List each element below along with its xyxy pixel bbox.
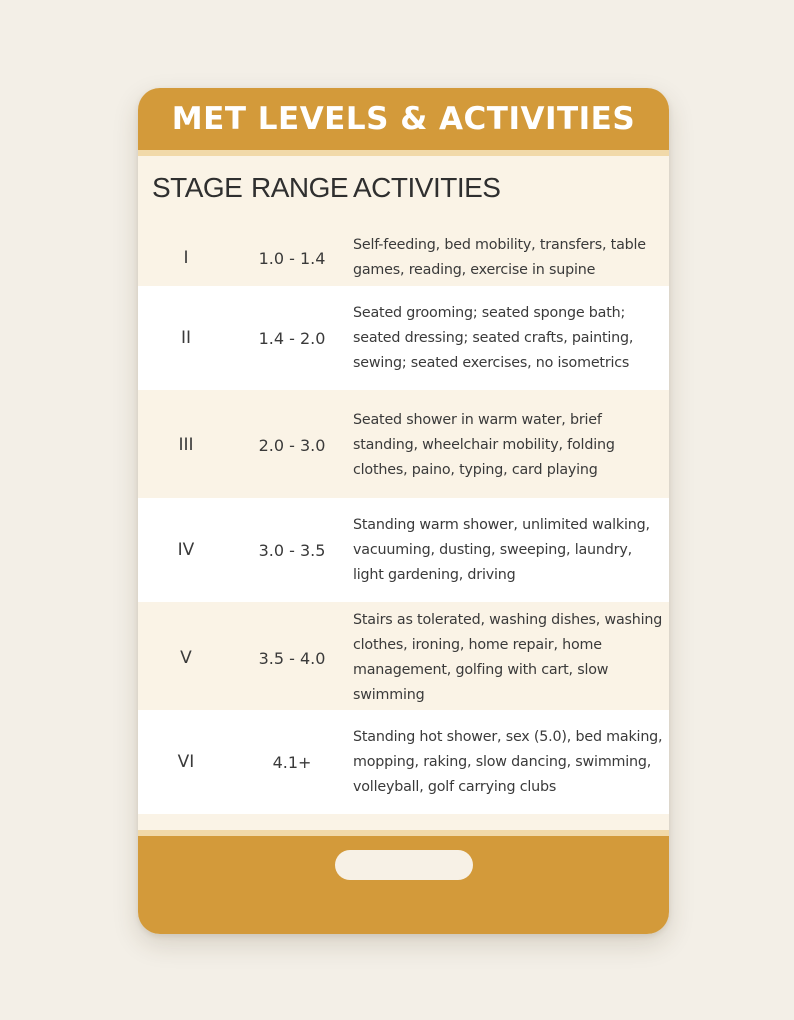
range-cell: 2.0 - 3.0: [258, 435, 326, 455]
table-row-stage-6: [138, 710, 669, 814]
column-header-stage: STAGE: [152, 172, 243, 203]
range-cell: 4.1+: [272, 752, 312, 772]
column-header-activities: ACTIVITIES: [353, 172, 501, 203]
range-cell: 3.5 - 4.0: [258, 648, 326, 668]
range-cell: 1.0 - 1.4: [258, 248, 326, 268]
table-row-stage-3: [138, 393, 669, 497]
activities-cell: Self-feeding, bed mobility, transfers, table games, reading, exercise in supine: [353, 237, 646, 278]
card-header: [138, 88, 669, 150]
activities-cell: Seated grooming; seated sponge bath; seated dressing; seated crafts, painting, sewing; seated exercises, no isometrics: [353, 304, 634, 371]
table-row-stage-4: [138, 498, 669, 602]
range-cell: 1.4 - 2.0: [258, 328, 326, 348]
activities-cell: Standing warm shower, unlimited walking, vacuuming, dusting, sweeping, laundry, light gardening, driving: [353, 516, 650, 583]
activities-cell: Seated shower in warm water, brief standing, wheelchair mobility, folding clothes, paino, typing, card playing: [353, 411, 615, 478]
stage-cell: IV: [177, 540, 195, 560]
table-row-stage-5: [138, 606, 669, 710]
card-footer: [138, 836, 669, 934]
stage-cell: VI: [177, 752, 195, 772]
header-divider: [138, 150, 669, 156]
lanyard-slot: [335, 850, 473, 880]
stage-cell: I: [183, 248, 189, 268]
activities-cell: Standing hot shower, sex (5.0), bed making, mopping, raking, slow dancing, swimming, volleyball, golf carrying clubs: [353, 728, 663, 795]
range-cell: 3.0 - 3.5: [258, 540, 326, 560]
card-title: MET LEVELS & ACTIVITIES: [171, 101, 636, 137]
met-reference-card: [138, 88, 669, 934]
column-header-range: RANGE: [251, 172, 349, 203]
stage-cell: III: [178, 435, 194, 455]
activities-cell: Stairs as tolerated, washing dishes, washing clothes, ironing, home repair, home management, golfing with cart, slow swimming: [353, 612, 663, 703]
stage-cell: V: [180, 648, 192, 668]
table-row-stage-2: [138, 286, 669, 390]
stage-cell: II: [180, 328, 192, 348]
